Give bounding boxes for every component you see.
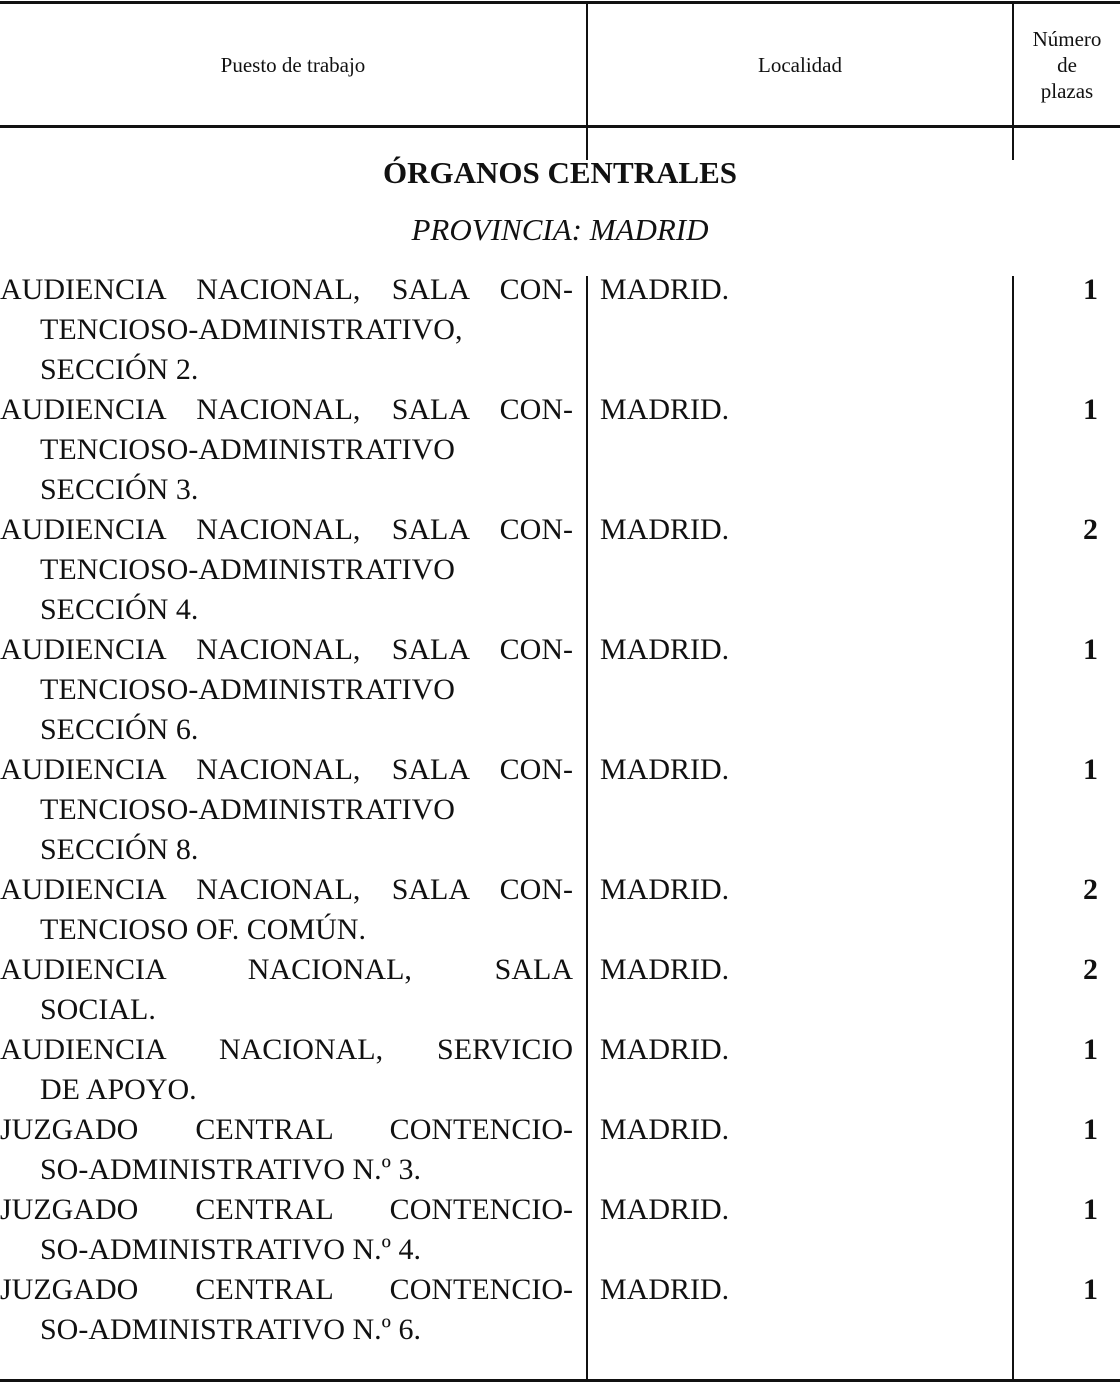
plazas-cell: 1: [1083, 633, 1098, 666]
localidad-cell: MADRID.: [600, 873, 730, 906]
table-row: [0, 870, 1120, 950]
table-row: [0, 390, 1120, 510]
table-body: [0, 270, 1120, 1350]
puesto-cell: [0, 1030, 573, 1110]
puesto-line: AUDIENCIA NACIONAL, SALA CON-: [0, 393, 573, 426]
plazas-cell: 1: [1083, 1273, 1098, 1306]
puesto-cell: [0, 270, 573, 390]
header-puesto-label: Puesto de trabajo: [220, 53, 366, 77]
puesto-line: SECCIÓN 3.: [40, 473, 199, 506]
table-row: [0, 630, 1120, 750]
localidad-cell: MADRID.: [600, 1033, 730, 1066]
header-plazas-label: de: [1057, 53, 1077, 77]
puesto-cell: [0, 870, 573, 950]
puesto-line: TENCIOSO-ADMINISTRATIVO: [40, 673, 455, 706]
puesto-line: AUDIENCIA NACIONAL, SALA CON-: [0, 633, 573, 666]
puesto-line: JUZGADO CENTRAL CONTENCIO-: [0, 1113, 573, 1146]
puesto-cell: [0, 750, 573, 870]
puesto-cell: [0, 390, 573, 510]
table-row: [0, 270, 1120, 390]
header-plazas: [1014, 4, 1120, 126]
table-row: [0, 750, 1120, 870]
localidad-cell: MADRID.: [600, 273, 730, 306]
plazas-cell: 1: [1083, 1193, 1098, 1226]
puesto-cell: [0, 1190, 573, 1270]
puesto-line: SECCIÓN 6.: [40, 713, 199, 746]
puesto-line: SO-ADMINISTRATIVO N.º 6.: [40, 1313, 421, 1346]
province-heading: PROVINCIA: MADRID: [411, 212, 709, 247]
localidad-cell: MADRID.: [600, 753, 730, 786]
localidad-cell: MADRID.: [600, 1273, 730, 1306]
plazas-cell: 1: [1083, 1033, 1098, 1066]
puesto-line: TENCIOSO-ADMINISTRATIVO: [40, 433, 455, 466]
plazas-cell: 1: [1083, 1113, 1098, 1146]
puesto-line: SECCIÓN 2.: [40, 353, 199, 386]
table-row: [0, 1270, 1120, 1350]
plazas-cell: 1: [1083, 753, 1098, 786]
localidad-cell: MADRID.: [600, 1193, 730, 1226]
table-row: [0, 1110, 1120, 1190]
puesto-line: AUDIENCIA NACIONAL, SALA CON-: [0, 873, 573, 906]
puesto-line: AUDIENCIA NACIONAL, SALA CON-: [0, 513, 573, 546]
puesto-cell: [0, 1110, 573, 1190]
table-row: [0, 1030, 1120, 1110]
puesto-line: SO-ADMINISTRATIVO N.º 3.: [40, 1153, 421, 1186]
puesto-line: SOCIAL.: [40, 993, 156, 1026]
plazas-cell: 2: [1083, 873, 1098, 906]
puesto-line: SO-ADMINISTRATIVO N.º 4.: [40, 1233, 421, 1266]
localidad-cell: MADRID.: [600, 393, 730, 426]
table-row: [0, 1190, 1120, 1270]
plazas-cell: 1: [1083, 393, 1098, 426]
plazas-cell: 1: [1083, 273, 1098, 306]
header-plazas-label: Número: [1032, 27, 1102, 51]
header-localidad-label: Localidad: [758, 53, 842, 77]
table-row: [0, 950, 1120, 1030]
puesto-cell: [0, 950, 573, 1030]
table-bottom-border: [0, 1379, 1120, 1382]
puesto-line: SECCIÓN 8.: [40, 833, 199, 866]
header-localidad: [588, 4, 1012, 126]
puesto-line: JUZGADO CENTRAL CONTENCIO-: [0, 1273, 573, 1306]
puesto-line: AUDIENCIA NACIONAL, SALA CON-: [0, 273, 573, 306]
puesto-cell: [0, 510, 573, 630]
plazas-cell: 2: [1083, 953, 1098, 986]
puesto-line: DE APOYO.: [40, 1073, 197, 1106]
localidad-cell: MADRID.: [600, 513, 730, 546]
puesto-line: TENCIOSO-ADMINISTRATIVO,: [40, 313, 463, 346]
puesto-line: TENCIOSO OF. COMÚN.: [40, 913, 366, 946]
puesto-cell: [0, 630, 573, 750]
table-row: [0, 510, 1120, 630]
header-puesto: [0, 4, 586, 126]
localidad-cell: MADRID.: [600, 633, 730, 666]
puesto-cell: [0, 1270, 573, 1350]
puesto-line: AUDIENCIA NACIONAL, SERVICIO: [0, 1033, 573, 1066]
puesto-line: AUDIENCIA NACIONAL, SALA: [0, 953, 573, 986]
localidad-cell: MADRID.: [600, 1113, 730, 1146]
section-title: ÓRGANOS CENTRALES: [383, 155, 737, 190]
localidad-cell: MADRID.: [600, 953, 730, 986]
plazas-cell: 2: [1083, 513, 1098, 546]
puesto-line: AUDIENCIA NACIONAL, SALA CON-: [0, 753, 573, 786]
puesto-line: TENCIOSO-ADMINISTRATIVO: [40, 793, 455, 826]
puesto-line: JUZGADO CENTRAL CONTENCIO-: [0, 1193, 573, 1226]
header-plazas-label: plazas: [1040, 79, 1094, 103]
puesto-line: SECCIÓN 4.: [40, 593, 199, 626]
puesto-line: TENCIOSO-ADMINISTRATIVO: [40, 553, 455, 586]
